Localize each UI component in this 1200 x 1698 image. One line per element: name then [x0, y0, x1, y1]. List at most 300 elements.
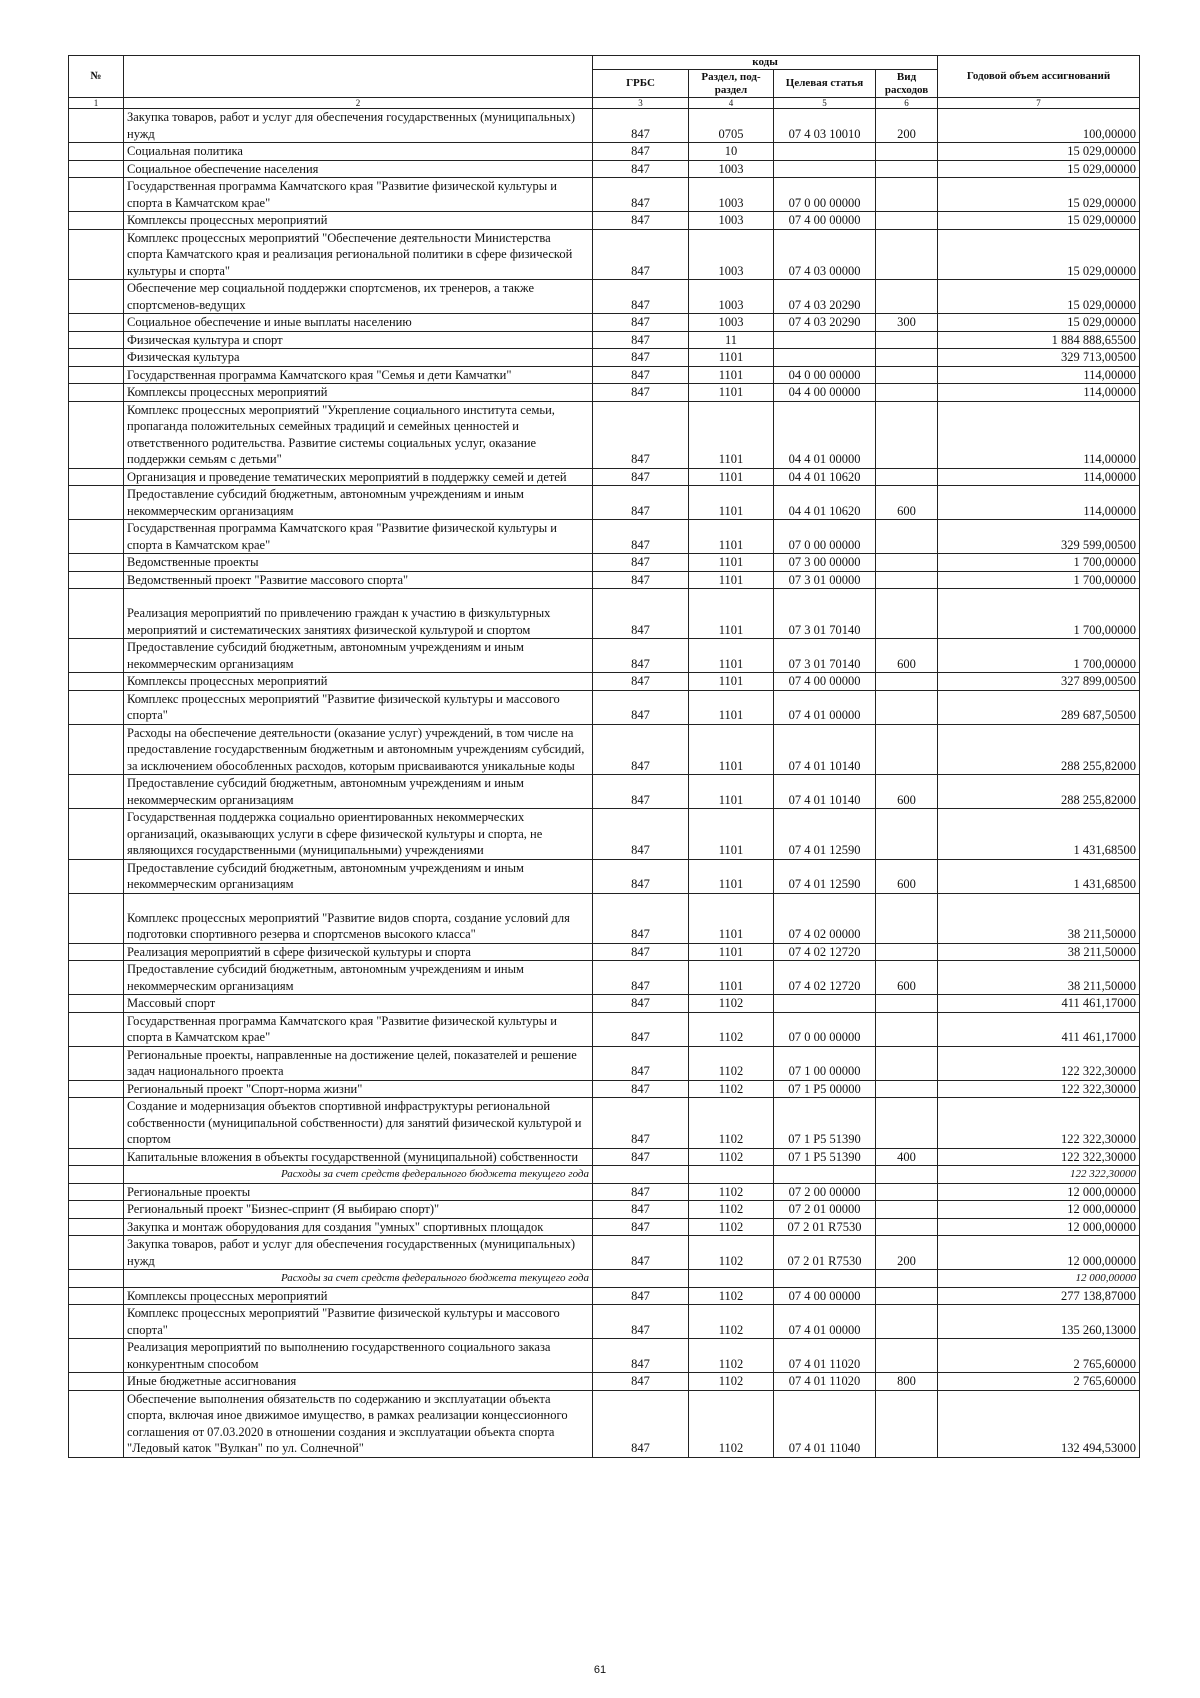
- cell-name: Государственная программа Камчатского края "Развитие физической культуры и спорта в Камчатском крае": [124, 178, 593, 212]
- cell-target: [774, 143, 876, 161]
- table-row: [69, 1305, 1140, 1339]
- cell-num: [69, 775, 124, 809]
- cell-amount: 329 599,00500: [938, 520, 1140, 554]
- cell-target: 07 4 01 12590: [774, 859, 876, 893]
- cell-num: [69, 229, 124, 280]
- cell-type: [876, 589, 938, 639]
- table-row: [69, 1183, 1140, 1201]
- cell-amount: 38 211,50000: [938, 961, 1140, 995]
- header-volume: Годовой объем ассигнований: [938, 56, 1140, 98]
- cell-amount: 411 461,17000: [938, 1012, 1140, 1046]
- cell-type: 600: [876, 859, 938, 893]
- cell-name: Закупка товаров, работ и услуг для обеспечения государственных (муниципальных) нужд: [124, 109, 593, 143]
- cell-grbs: 847: [593, 178, 689, 212]
- cell-amount: 1 700,00000: [938, 554, 1140, 572]
- cell-num: [69, 109, 124, 143]
- cell-section: 1101: [689, 589, 774, 639]
- table-row: [69, 520, 1140, 554]
- table-row: [69, 1339, 1140, 1373]
- cell-amount: 411 461,17000: [938, 995, 1140, 1013]
- cell-name: Комплексы процессных мероприятий: [124, 384, 593, 402]
- cell-section: 1101: [689, 468, 774, 486]
- cell-section: 1102: [689, 1080, 774, 1098]
- cell-grbs: 847: [593, 893, 689, 943]
- cell-section: 1102: [689, 1339, 774, 1373]
- cell-section: 1003: [689, 280, 774, 314]
- index-cell: 1: [69, 98, 124, 109]
- cell-name: Социальное обеспечение и иные выплаты населению: [124, 314, 593, 332]
- cell-num: [69, 724, 124, 775]
- cell-grbs: 847: [593, 1201, 689, 1219]
- cell-target: 07 0 00 00000: [774, 1012, 876, 1046]
- cell-num: [69, 178, 124, 212]
- table-row: [69, 995, 1140, 1013]
- cell-grbs: 847: [593, 639, 689, 673]
- cell-name: Реализация мероприятий по привлечению граждан к участию в физкультурных мероприятий и систематических занятиях физической культурой и спортом: [124, 589, 593, 639]
- cell-num: [69, 589, 124, 639]
- cell-name: Создание и модернизация объектов спортивной инфраструктуры региональной собственности (муниципальной собственности) для занятий физической культурой и спортом: [124, 1098, 593, 1149]
- cell-type: [876, 160, 938, 178]
- table-row: [69, 1046, 1140, 1080]
- cell-target: 04 0 00 00000: [774, 366, 876, 384]
- cell-name: Комплекс процессных мероприятий "Укрепление социального института семьи, пропаганда положительных семейных традиций и семейных ценностей и ответственного родительства. Развитие системы социальных услуг, оказание поддержки семьям с детьми": [124, 401, 593, 468]
- cell-amount: 277 138,87000: [938, 1287, 1140, 1305]
- cell-section: 1101: [689, 859, 774, 893]
- table-row: [69, 809, 1140, 860]
- cell-type: 200: [876, 1236, 938, 1270]
- cell-type: [876, 178, 938, 212]
- header-codes: коды: [593, 56, 938, 70]
- cell-grbs: 847: [593, 401, 689, 468]
- cell-type: 600: [876, 486, 938, 520]
- cell-section: 1102: [689, 995, 774, 1013]
- cell-target: 07 1 00 00000: [774, 1046, 876, 1080]
- cell-num: [69, 1166, 124, 1184]
- cell-section: 1101: [689, 943, 774, 961]
- cell-name: Предоставление субсидий бюджетным, автономным учреждениям и иным некоммерческим организациям: [124, 486, 593, 520]
- cell-type: [876, 520, 938, 554]
- cell-num: [69, 1236, 124, 1270]
- table-row: [69, 571, 1140, 589]
- table-body: [69, 109, 1140, 1458]
- cell-amount: 135 260,13000: [938, 1305, 1140, 1339]
- cell-amount: 12 000,00000: [938, 1183, 1140, 1201]
- cell-grbs: [593, 1270, 689, 1288]
- cell-num: [69, 961, 124, 995]
- cell-name: Комплексы процессных мероприятий: [124, 673, 593, 691]
- cell-num: [69, 143, 124, 161]
- cell-target: 07 4 00 00000: [774, 212, 876, 230]
- cell-amount: 122 322,30000: [938, 1148, 1140, 1166]
- cell-section: 1102: [689, 1183, 774, 1201]
- cell-section: 0705: [689, 109, 774, 143]
- table-row: [69, 724, 1140, 775]
- cell-type: [876, 995, 938, 1013]
- header-type: Вид расходов: [876, 70, 938, 98]
- cell-section: 11: [689, 331, 774, 349]
- cell-target: 07 2 01 R7530: [774, 1236, 876, 1270]
- cell-target: 07 4 01 00000: [774, 690, 876, 724]
- cell-num: [69, 1390, 124, 1457]
- cell-target: [774, 331, 876, 349]
- table-row: [69, 1390, 1140, 1457]
- cell-amount: 329 713,00500: [938, 349, 1140, 367]
- cell-type: [876, 893, 938, 943]
- cell-section: 10: [689, 143, 774, 161]
- cell-target: 07 4 03 20290: [774, 314, 876, 332]
- cell-grbs: 847: [593, 1373, 689, 1391]
- cell-section: 1003: [689, 212, 774, 230]
- cell-section: 1102: [689, 1012, 774, 1046]
- cell-num: [69, 1305, 124, 1339]
- cell-section: 1101: [689, 961, 774, 995]
- cell-name: Организация и проведение тематических мероприятий в поддержку семей и детей: [124, 468, 593, 486]
- cell-name: Закупка и монтаж оборудования для создания "умных" спортивных площадок: [124, 1218, 593, 1236]
- cell-type: [876, 673, 938, 691]
- index-cell: 3: [593, 98, 689, 109]
- table-row: [69, 1218, 1140, 1236]
- cell-target: 07 3 01 70140: [774, 589, 876, 639]
- cell-name: Предоставление субсидий бюджетным, автономным учреждениям и иным некоммерческим организациям: [124, 639, 593, 673]
- cell-name: Комплекс процессных мероприятий "Развитие физической культуры и массового спорта": [124, 1305, 593, 1339]
- cell-amount: 132 494,53000: [938, 1390, 1140, 1457]
- cell-num: [69, 1148, 124, 1166]
- cell-type: 800: [876, 1373, 938, 1391]
- cell-grbs: 847: [593, 468, 689, 486]
- cell-target: [774, 349, 876, 367]
- table-row: [69, 554, 1140, 572]
- cell-target: [774, 160, 876, 178]
- cell-type: [876, 1390, 938, 1457]
- cell-type: [876, 331, 938, 349]
- cell-amount: 15 029,00000: [938, 160, 1140, 178]
- cell-type: [876, 571, 938, 589]
- cell-section: 1003: [689, 314, 774, 332]
- cell-type: [876, 366, 938, 384]
- cell-target: 07 4 01 12590: [774, 809, 876, 860]
- cell-type: [876, 349, 938, 367]
- index-cell: 7: [938, 98, 1140, 109]
- cell-type: [876, 809, 938, 860]
- cell-section: 1102: [689, 1373, 774, 1391]
- budget-sheet: [68, 55, 1139, 1458]
- cell-target: 04 4 01 00000: [774, 401, 876, 468]
- cell-type: 600: [876, 775, 938, 809]
- table-row: [69, 160, 1140, 178]
- cell-amount: 114,00000: [938, 468, 1140, 486]
- table-row: [69, 109, 1140, 143]
- cell-num: [69, 1218, 124, 1236]
- cell-grbs: 847: [593, 160, 689, 178]
- cell-section: [689, 1166, 774, 1184]
- cell-num: [69, 995, 124, 1013]
- cell-target: 07 3 00 00000: [774, 554, 876, 572]
- cell-amount: 12 000,00000: [938, 1236, 1140, 1270]
- cell-type: 400: [876, 1148, 938, 1166]
- cell-section: 1003: [689, 229, 774, 280]
- cell-target: 07 2 01 R7530: [774, 1218, 876, 1236]
- cell-name: Комплекс процессных мероприятий "Развитие физической культуры и массового спорта": [124, 690, 593, 724]
- table-row: [69, 859, 1140, 893]
- header-grbs: ГРБС: [593, 70, 689, 98]
- cell-num: [69, 366, 124, 384]
- cell-target: [774, 1166, 876, 1184]
- cell-amount: 1 431,68500: [938, 859, 1140, 893]
- cell-amount: 114,00000: [938, 366, 1140, 384]
- cell-type: [876, 690, 938, 724]
- cell-name: Обеспечение мер социальной поддержки спортсменов, их тренеров, а также спортсменов-ведущих: [124, 280, 593, 314]
- table-row: [69, 673, 1140, 691]
- cell-amount: 100,00000: [938, 109, 1140, 143]
- cell-amount: 15 029,00000: [938, 178, 1140, 212]
- cell-target: 07 4 03 00000: [774, 229, 876, 280]
- cell-grbs: 847: [593, 724, 689, 775]
- cell-amount: 288 255,82000: [938, 775, 1140, 809]
- cell-name: Государственная программа Камчатского края "Развитие физической культуры и спорта в Камчатском крае": [124, 1012, 593, 1046]
- cell-amount: 1 884 888,65500: [938, 331, 1140, 349]
- cell-grbs: 847: [593, 384, 689, 402]
- cell-name: Региональный проект "Бизнес-спринт (Я выбираю спорт)": [124, 1201, 593, 1219]
- cell-name: Социальная политика: [124, 143, 593, 161]
- cell-type: [876, 384, 938, 402]
- table-row: [69, 943, 1140, 961]
- cell-target: 07 4 02 12720: [774, 943, 876, 961]
- cell-type: [876, 280, 938, 314]
- cell-type: [876, 1046, 938, 1080]
- cell-section: 1003: [689, 160, 774, 178]
- cell-grbs: 847: [593, 690, 689, 724]
- cell-grbs: 847: [593, 109, 689, 143]
- cell-type: [876, 401, 938, 468]
- header-name: [124, 56, 593, 98]
- cell-target: 07 4 00 00000: [774, 673, 876, 691]
- cell-num: [69, 1183, 124, 1201]
- cell-num: [69, 384, 124, 402]
- cell-num: [69, 571, 124, 589]
- cell-target: 07 1 P5 00000: [774, 1080, 876, 1098]
- cell-name: Региональный проект "Спорт-норма жизни": [124, 1080, 593, 1098]
- cell-num: [69, 673, 124, 691]
- cell-section: 1102: [689, 1390, 774, 1457]
- table-row: [69, 314, 1140, 332]
- cell-num: [69, 554, 124, 572]
- cell-amount: 12 000,00000: [938, 1270, 1140, 1288]
- cell-amount: 122 322,30000: [938, 1046, 1140, 1080]
- cell-num: [69, 639, 124, 673]
- cell-name: Комплексы процессных мероприятий: [124, 1287, 593, 1305]
- cell-amount: 122 322,30000: [938, 1080, 1140, 1098]
- cell-amount: 288 255,82000: [938, 724, 1140, 775]
- cell-name: Физическая культура: [124, 349, 593, 367]
- cell-type: [876, 1270, 938, 1288]
- cell-section: 1102: [689, 1098, 774, 1149]
- cell-num: [69, 1373, 124, 1391]
- cell-amount: 38 211,50000: [938, 943, 1140, 961]
- cell-num: [69, 280, 124, 314]
- cell-type: 600: [876, 961, 938, 995]
- cell-grbs: 847: [593, 995, 689, 1013]
- cell-amount: 15 029,00000: [938, 143, 1140, 161]
- table-row: [69, 349, 1140, 367]
- cell-amount: 289 687,50500: [938, 690, 1140, 724]
- header-section: Раздел, под-раздел: [689, 70, 774, 98]
- table-row: [69, 893, 1140, 943]
- cell-num: [69, 809, 124, 860]
- cell-grbs: [593, 1166, 689, 1184]
- cell-name: Ведомственные проекты: [124, 554, 593, 572]
- cell-name: Расходы за счет средств федерального бюджета текущего года: [124, 1166, 593, 1184]
- cell-section: 1102: [689, 1287, 774, 1305]
- cell-target: 07 4 02 00000: [774, 893, 876, 943]
- cell-section: 1102: [689, 1236, 774, 1270]
- cell-grbs: 847: [593, 1148, 689, 1166]
- cell-grbs: 847: [593, 143, 689, 161]
- cell-target: 07 4 01 10140: [774, 775, 876, 809]
- cell-grbs: 847: [593, 1080, 689, 1098]
- budget-table: [68, 55, 1140, 1458]
- cell-grbs: 847: [593, 349, 689, 367]
- cell-grbs: 847: [593, 554, 689, 572]
- cell-name: Предоставление субсидий бюджетным, автономным учреждениям и иным некоммерческим организациям: [124, 775, 593, 809]
- cell-grbs: 847: [593, 1046, 689, 1080]
- cell-num: [69, 1012, 124, 1046]
- cell-target: 07 4 03 20290: [774, 280, 876, 314]
- cell-target: 04 4 01 10620: [774, 468, 876, 486]
- cell-grbs: 847: [593, 314, 689, 332]
- cell-target: 04 4 00 00000: [774, 384, 876, 402]
- cell-name: Обеспечение выполнения обязательств по содержанию и эксплуатации объекта спорта, включая иное движимое имущество, в рамках реализации концессионного соглашения от 07.03.2020 в отношении создания и эксплуатации объекта спорта "Ледовый каток "Вулкан" по ул. Солнечной": [124, 1390, 593, 1457]
- cell-target: 07 3 01 70140: [774, 639, 876, 673]
- cell-name: Государственная программа Камчатского края "Развитие физической культуры и спорта в Камчатском крае": [124, 520, 593, 554]
- table-row: [69, 1080, 1140, 1098]
- cell-target: 07 3 01 00000: [774, 571, 876, 589]
- table-row: [69, 639, 1140, 673]
- cell-num: [69, 690, 124, 724]
- table-row: [69, 143, 1140, 161]
- cell-amount: 15 029,00000: [938, 314, 1140, 332]
- table-row-note: [69, 1166, 1140, 1184]
- cell-type: [876, 1201, 938, 1219]
- cell-name: Иные бюджетные ассигнования: [124, 1373, 593, 1391]
- cell-grbs: 847: [593, 212, 689, 230]
- table-row: [69, 331, 1140, 349]
- cell-amount: 15 029,00000: [938, 280, 1140, 314]
- table-row: [69, 1201, 1140, 1219]
- table-row: [69, 775, 1140, 809]
- cell-num: [69, 331, 124, 349]
- cell-section: 1101: [689, 571, 774, 589]
- cell-type: [876, 1183, 938, 1201]
- cell-section: 1102: [689, 1305, 774, 1339]
- index-cell: 4: [689, 98, 774, 109]
- cell-section: 1101: [689, 366, 774, 384]
- cell-section: 1101: [689, 486, 774, 520]
- cell-grbs: 847: [593, 943, 689, 961]
- cell-grbs: 847: [593, 1305, 689, 1339]
- cell-num: [69, 1080, 124, 1098]
- cell-target: 07 2 00 00000: [774, 1183, 876, 1201]
- cell-name: Расходы на обеспечение деятельности (оказание услуг) учреждений, в том числе на предоставление государственным бюджетным и автономным учреждениям субсидий, за исключением обособленных расходов, которым присваиваются уникальные коды: [124, 724, 593, 775]
- cell-grbs: 847: [593, 809, 689, 860]
- cell-amount: 15 029,00000: [938, 229, 1140, 280]
- cell-type: [876, 1080, 938, 1098]
- cell-target: 07 1 P5 51390: [774, 1148, 876, 1166]
- table-row: [69, 1236, 1140, 1270]
- cell-section: 1003: [689, 178, 774, 212]
- cell-num: [69, 1270, 124, 1288]
- cell-num: [69, 314, 124, 332]
- cell-amount: 12 000,00000: [938, 1201, 1140, 1219]
- cell-num: [69, 160, 124, 178]
- cell-name: Капитальные вложения в объекты государственной (муниципальной) собственности: [124, 1148, 593, 1166]
- table-row: [69, 468, 1140, 486]
- index-cell: 5: [774, 98, 876, 109]
- cell-section: 1101: [689, 349, 774, 367]
- cell-section: 1102: [689, 1046, 774, 1080]
- cell-name: Массовый спорт: [124, 995, 593, 1013]
- header-target: Целевая статья: [774, 70, 876, 98]
- cell-section: 1102: [689, 1148, 774, 1166]
- cell-target: [774, 995, 876, 1013]
- header-number: №: [69, 56, 124, 98]
- cell-name: Реализация мероприятий по выполнению государственного социального заказа конкурентным способом: [124, 1339, 593, 1373]
- cell-grbs: 847: [593, 571, 689, 589]
- cell-name: Предоставление субсидий бюджетным, автономным учреждениям и иным некоммерческим организациям: [124, 961, 593, 995]
- cell-name: Государственная программа Камчатского края "Семья и дети Камчатки": [124, 366, 593, 384]
- cell-num: [69, 1046, 124, 1080]
- cell-target: 04 4 01 10620: [774, 486, 876, 520]
- cell-amount: 2 765,60000: [938, 1339, 1140, 1373]
- cell-name: Комплекс процессных мероприятий "Развитие видов спорта, создание условий для подготовки спортивного резерва и спортсменов высокого класса": [124, 893, 593, 943]
- cell-name: Реализация мероприятий в сфере физической культуры и спорта: [124, 943, 593, 961]
- cell-num: [69, 1287, 124, 1305]
- cell-name: Социальное обеспечение населения: [124, 160, 593, 178]
- cell-amount: 114,00000: [938, 384, 1140, 402]
- cell-section: 1101: [689, 520, 774, 554]
- cell-amount: 38 211,50000: [938, 893, 1140, 943]
- table-row: [69, 1287, 1140, 1305]
- cell-grbs: 847: [593, 1098, 689, 1149]
- cell-type: [876, 1166, 938, 1184]
- cell-num: [69, 859, 124, 893]
- cell-grbs: 847: [593, 520, 689, 554]
- cell-type: [876, 1098, 938, 1149]
- cell-amount: 1 700,00000: [938, 589, 1140, 639]
- cell-section: 1102: [689, 1218, 774, 1236]
- cell-type: 200: [876, 109, 938, 143]
- table-row: [69, 1012, 1140, 1046]
- cell-grbs: 847: [593, 1012, 689, 1046]
- cell-grbs: 847: [593, 366, 689, 384]
- table-row: [69, 486, 1140, 520]
- table-row: [69, 1148, 1140, 1166]
- cell-grbs: 847: [593, 1287, 689, 1305]
- cell-section: 1101: [689, 775, 774, 809]
- cell-num: [69, 1201, 124, 1219]
- cell-name: Региональные проекты, направленные на достижение целей, показателей и решение задач национального проекта: [124, 1046, 593, 1080]
- table-row-note: [69, 1270, 1140, 1288]
- cell-grbs: 847: [593, 961, 689, 995]
- cell-num: [69, 1339, 124, 1373]
- cell-name: Физическая культура и спорт: [124, 331, 593, 349]
- cell-grbs: 847: [593, 775, 689, 809]
- cell-target: 07 4 01 10140: [774, 724, 876, 775]
- cell-grbs: 847: [593, 1218, 689, 1236]
- cell-grbs: 847: [593, 859, 689, 893]
- cell-target: [774, 1270, 876, 1288]
- cell-type: [876, 943, 938, 961]
- table-row: [69, 1098, 1140, 1149]
